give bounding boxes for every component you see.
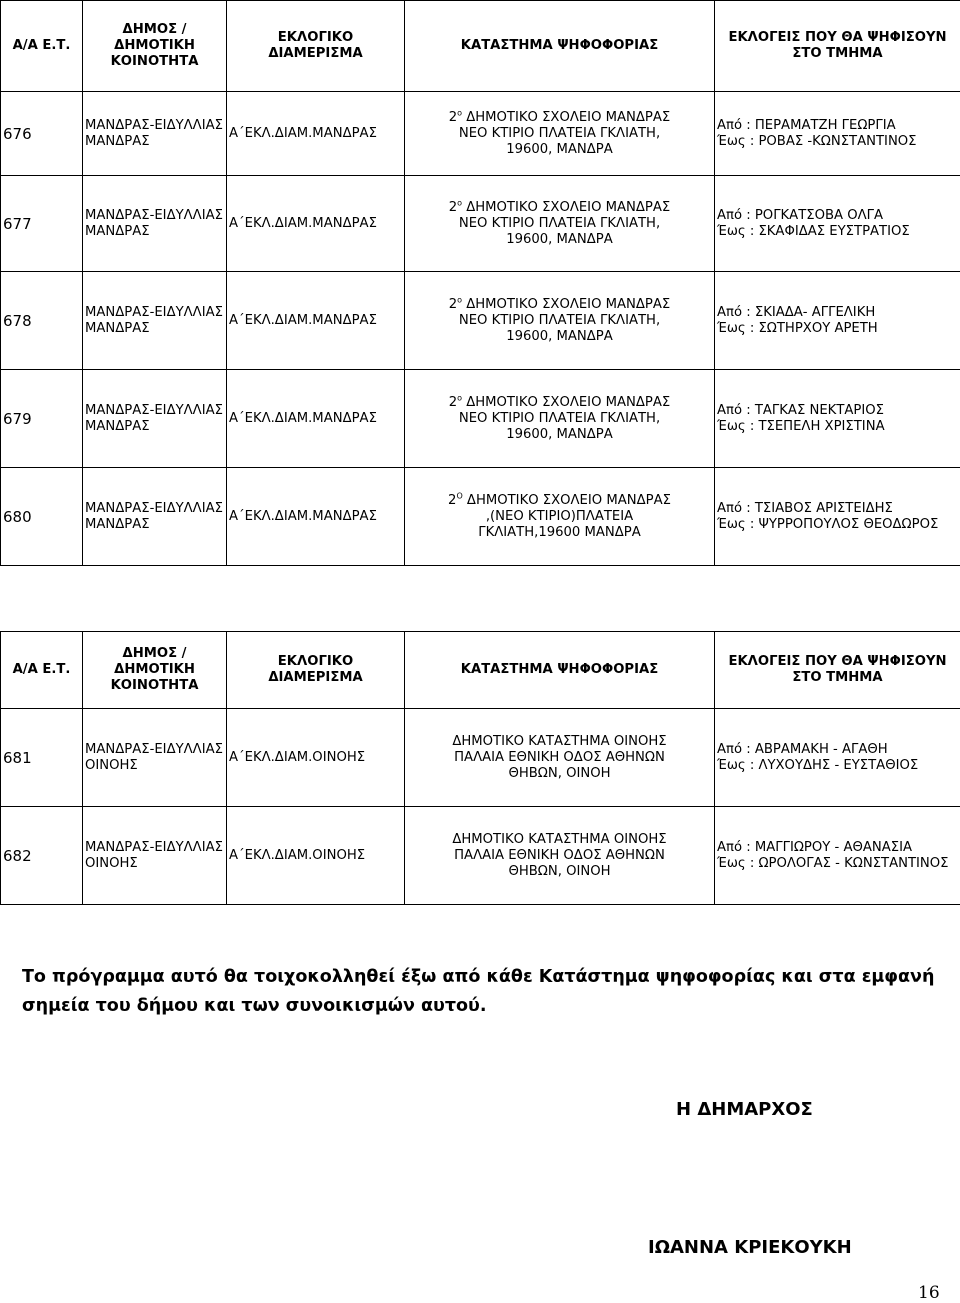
table-header-row [1,1,960,92]
header-station: ΚΑΤΑΣΤΗΜΑ ΨΗΦΟΦΟΡΙΑΣ [405,1,715,92]
header-district: ΕΚΛΟΓΙΚΟ ΔΙΑΜΕΡΙΣΜΑ [227,1,405,92]
section-number: 681 [1,709,83,807]
header-voters: ΕΚΛΟΓΕΙΣ ΠΟΥ ΘΑ ΨΗΦΙΣΟΥΝ ΣΤΟ ΤΜΗΜΑ [715,1,960,92]
posting-notice [22,963,957,1021]
notice-line: Το πρόγραμμα αυτό θα τοιχοκολληθεί έξω από κάθε Κατάστημα ψηφοφορίας και στα εμφανή [22,963,957,992]
section-number: 678 [1,272,83,370]
header-station: ΚΑΤΑΣΤΗΜΑ ΨΗΦΟΦΟΡΙΑΣ [405,632,715,709]
table-row [1,272,960,370]
section-number: 676 [1,92,83,176]
municipality-cell: ΜΑΝΔΡΑΣ-ΕΙΔΥΛΛΙΑΣ ΜΑΝΔΡΑΣ [83,468,227,566]
station-cell: $2^o$ ΔΗΜΟΤΙΚΟ ΣΧΟΛΕΙΟ ΜΑΝΔΡΑΣ ΝΕΟ ΚΤΙΡΙΟ ΠΛΑΤΕΙΑ ΓΚΛΙΑΤΗ, 19600, ΜΑΝΔΡΑ [405,92,715,176]
table-row [1,807,960,905]
header-number: Α/Α Ε.Τ. [1,1,83,92]
section-number: 682 [1,807,83,905]
table-row [1,468,960,566]
municipality-cell: ΜΑΝΔΡΑΣ-ΕΙΔΥΛΛΙΑΣ ΟΙΝΟΗΣ [83,709,227,807]
table-row [1,92,960,176]
district-cell: Α΄ΕΚΛ.ΔΙΑΜ.ΟΙΝΟΗΣ [227,709,405,807]
station-cell: ΔΗΜΟΤΙΚΟ ΚΑΤΑΣΤΗΜΑ ΟΙΝΟΗΣ ΠΑΛΑΙΑ ΕΘΝΙΚΗ ΟΔΟΣ ΑΘΗΝΩΝ ΘΗΒΩΝ, ΟΙΝΟΗ [405,709,715,807]
station-cell: $2^o$ ΔΗΜΟΤΙΚΟ ΣΧΟΛΕΙΟ ΜΑΝΔΡΑΣ ΝΕΟ ΚΤΙΡΙΟ ΠΛΑΤΕΙΑ ΓΚΛΙΑΤΗ, 19600, ΜΑΝΔΡΑ [405,370,715,468]
section-number: 677 [1,176,83,272]
voters-range-cell: Από : ΜΑΓΓΙΩΡΟΥ - ΑΘΑΝΑΣΙΑ Έως : ΩΡΟΛΟΓΑΣ - ΚΩΝΣΤΑΝΤΙΝΟΣ [715,807,960,905]
station-cell: $2^o$ ΔΗΜΟΤΙΚΟ ΣΧΟΛΕΙΟ ΜΑΝΔΡΑΣ ΝΕΟ ΚΤΙΡΙΟ ΠΛΑΤΕΙΑ ΓΚΛΙΑΤΗ, 19600, ΜΑΝΔΡΑ [405,176,715,272]
polling-table-1 [0,0,960,566]
header-voters: ΕΚΛΟΓΕΙΣ ΠΟΥ ΘΑ ΨΗΦΙΣΟΥΝ ΣΤΟ ΤΜΗΜΑ [715,632,960,709]
table-header-row [1,632,960,709]
header-district: ΕΚΛΟΓΙΚΟ ΔΙΑΜΕΡΙΣΜΑ [227,632,405,709]
voters-range-cell: Από : ΣΚΙΑΔΑ- ΑΓΓΕΛΙΚΗ Έως : ΣΩΤΗΡΧΟΥ ΑΡΕΤΗ [715,272,960,370]
voters-range-cell: Από : ΤΣΙΑΒΟΣ ΑΡΙΣΤΕΙΔΗΣ Έως : ΨΥΡΡΟΠΟΥΛΟΣ ΘΕΟΔΩΡΟΣ [715,468,960,566]
section-number: 679 [1,370,83,468]
station-cell: $2^O$ ΔΗΜΟΤΙΚΟ ΣΧΟΛΕΙΟ ΜΑΝΔΡΑΣ ,(ΝΕΟ ΚΤΙΡΙΟ)ΠΛΑΤΕΙΑ ΓΚΛΙΑΤΗ,19600 ΜΑΝΔΡΑ [405,468,715,566]
header-municipality: ΔΗΜΟΣ / ΔΗΜΟΤΙΚΗ ΚΟΙΝΟΤΗΤΑ [83,1,227,92]
municipality-cell: ΜΑΝΔΡΑΣ-ΕΙΔΥΛΛΙΑΣ ΟΙΝΟΗΣ [83,807,227,905]
table-row [1,370,960,468]
voters-range-cell: Από : ΤΑΓΚΑΣ ΝΕΚΤΑΡΙΟΣ Έως : ΤΣΕΠΕΛΗ ΧΡΙΣΤΙΝΑ [715,370,960,468]
district-cell: Α΄ΕΚΛ.ΔΙΑΜ.ΜΑΝΔΡΑΣ [227,176,405,272]
table-row [1,709,960,807]
municipality-cell: ΜΑΝΔΡΑΣ-ΕΙΔΥΛΛΙΑΣ ΜΑΝΔΡΑΣ [83,92,227,176]
voters-range-cell: Από : ΑΒΡΑΜΑΚΗ - ΑΓΑΘΗ Έως : ΛΥΧΟΥΔΗΣ - ΕΥΣΤΑΘΙΟΣ [715,709,960,807]
station-cell: $2^o$ ΔΗΜΟΤΙΚΟ ΣΧΟΛΕΙΟ ΜΑΝΔΡΑΣ ΝΕΟ ΚΤΙΡΙΟ ΠΛΑΤΕΙΑ ΓΚΛΙΑΤΗ, 19600, ΜΑΝΔΡΑ [405,272,715,370]
district-cell: Α΄ΕΚΛ.ΔΙΑΜ.ΜΑΝΔΡΑΣ [227,92,405,176]
notice-line: σημεία του δήμου και των συνοικισμών αυτού. [22,992,957,1021]
district-cell: Α΄ΕΚΛ.ΔΙΑΜ.ΜΑΝΔΡΑΣ [227,272,405,370]
section-number: 680 [1,468,83,566]
polling-table-2 [0,631,960,905]
district-cell: Α΄ΕΚΛ.ΔΙΑΜ.ΜΑΝΔΡΑΣ [227,370,405,468]
district-cell: Α΄ΕΚΛ.ΔΙΑΜ.ΟΙΝΟΗΣ [227,807,405,905]
station-cell: ΔΗΜΟΤΙΚΟ ΚΑΤΑΣΤΗΜΑ ΟΙΝΟΗΣ ΠΑΛΑΙΑ ΕΘΝΙΚΗ ΟΔΟΣ ΑΘΗΝΩΝ ΘΗΒΩΝ, ΟΙΝΟΗ [405,807,715,905]
municipality-cell: ΜΑΝΔΡΑΣ-ΕΙΔΥΛΛΙΑΣ ΜΑΝΔΡΑΣ [83,176,227,272]
mayor-title: Η ΔΗΜΑΡΧΟΣ [676,1099,813,1120]
municipality-cell: ΜΑΝΔΡΑΣ-ΕΙΔΥΛΛΙΑΣ ΜΑΝΔΡΑΣ [83,272,227,370]
header-municipality: ΔΗΜΟΣ / ΔΗΜΟΤΙΚΗ ΚΟΙΝΟΤΗΤΑ [83,632,227,709]
district-cell: Α΄ΕΚΛ.ΔΙΑΜ.ΜΑΝΔΡΑΣ [227,468,405,566]
page-number: 16 [918,1283,940,1303]
voters-range-cell: Από : ΡΟΓΚΑΤΣΟΒΑ ΟΛΓΑ Έως : ΣΚΑΦΙΔΑΣ ΕΥΣΤΡΑΤΙΟΣ [715,176,960,272]
header-number: Α/Α Ε.Τ. [1,632,83,709]
table-row [1,176,960,272]
mayor-name: ΙΩΑΝΝΑ ΚΡΙΕΚΟΥΚΗ [648,1237,852,1258]
municipality-cell: ΜΑΝΔΡΑΣ-ΕΙΔΥΛΛΙΑΣ ΜΑΝΔΡΑΣ [83,370,227,468]
voters-range-cell: Από : ΠΕΡΑΜΑΤΖΗ ΓΕΩΡΓΙΑ Έως : ΡΟΒΑΣ -ΚΩΝΣΤΑΝΤΙΝΟΣ [715,92,960,176]
